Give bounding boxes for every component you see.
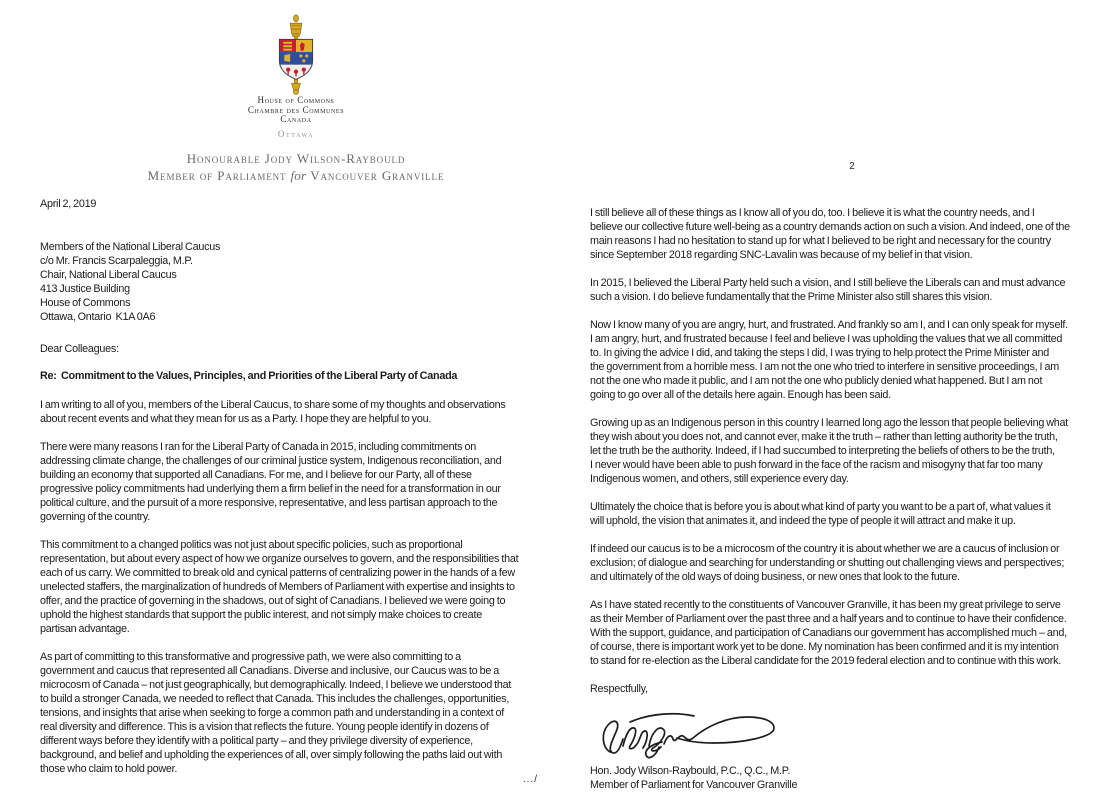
text-line: of course, there is important work yet to be done. My nomination has been confirmed and it is my intention — [590, 641, 1059, 653]
paragraph — [590, 598, 1114, 668]
text-line: representation, but about every aspect of how we organize ourselves to govern, and the responsibilities that — [40, 553, 519, 565]
text-line: Ottawa, Ontario K1A 0A6 — [40, 311, 156, 323]
letterhead-org-line-1: House of Commons — [257, 95, 335, 105]
text-line: progressive policy commitments had underlying them a firm belief in the need for a transformation in our — [40, 483, 501, 495]
member-title-prefix: Member of Parliament — [147, 167, 287, 183]
text-line: If indeed our caucus is to be a microcosm of the country it is about whether we are a caucus of inclusion or — [590, 543, 1060, 555]
text-line: such a vision. I do believe fundamentally that the Prime Minister also still shares this vision. — [590, 291, 993, 303]
letterhead-org-line-2: Chambre des Communes — [247, 104, 345, 115]
recipient-address-block — [40, 240, 220, 324]
text-line: the government from a horrible mess. I am not the one who tried to interfere in sensitive proceedings, I am — [590, 361, 1059, 373]
continuation-mark: .../ — [522, 774, 538, 785]
text-line: Chair, National Liberal Caucus — [40, 269, 177, 281]
text-line: exclusion; of dialogue and searching for understanding or shutting out challenging views and perspectives; — [590, 557, 1065, 569]
text-line: different ways before they identify with a political party – and they privilege diversity of experience, — [40, 735, 473, 747]
text-line: This commitment to a changed politics was not just about specific policies, such as proportional — [40, 539, 463, 551]
page1-body — [40, 398, 548, 790]
text-line: not the one who made it public, and I am not the one who publicly denied what happened. But I am not — [590, 375, 1043, 387]
letter-page-2 — [552, 0, 1114, 794]
text-line: building an economy that supported all Canadians. For me, and I believe for our Party, all of these — [40, 469, 472, 481]
signatory-title: Member of Parliament for Vancouver Granville — [590, 779, 798, 791]
paragraph — [590, 542, 1114, 584]
letter-date: April 2, 2019 — [40, 198, 97, 210]
text-line: those who claim to hold power. — [40, 763, 178, 775]
letterhead — [16, 14, 548, 184]
paragraph — [40, 650, 548, 776]
text-line: about recent events and what they mean for us as a Party. I hope they are helpful to you. — [40, 413, 432, 425]
text-line: Members of the National Liberal Caucus — [40, 241, 221, 253]
house-of-commons-crest-icon — [259, 14, 333, 96]
text-line: to build a stronger Canada, we needed to reflect that Canada. This includes the challenges, opportunities, — [40, 693, 510, 705]
text-line: background, and belief and upholding the experiences of all, over simply following the paths laid out with — [40, 749, 503, 761]
text-line: each of us carry. We committed to break old and cynical patterns of centralizing power in the hands of a few — [40, 567, 515, 579]
text-line: Ultimately the choice that is before you is about what kind of party you want to be a part of, what values it — [590, 501, 1051, 513]
text-line: With the support, guidance, and participation of Canadians our government has accomplished much – and, — [590, 627, 1067, 639]
text-line: I am writing to all of you, members of the Liberal Caucus, to share some of my thoughts and observations — [40, 399, 506, 411]
text-line: I never would have been able to push forward in the face of the racism and misogyny that far too many — [590, 459, 1043, 471]
text-line: Now I know many of you are angry, hurt, and frustrated. And frankly so am I, and I can only speak for myself. — [590, 319, 1068, 331]
text-line: as their Member of Parliament over the past three and a half years and to continue to have their confidence. — [590, 613, 1067, 625]
text-line: I still believe all of these things as I know all of you do, too. I believe it is what the country needs, and I — [590, 207, 1035, 219]
paragraph — [40, 440, 548, 524]
text-line: 413 Justice Building — [40, 283, 130, 295]
text-line: I am angry, hurt, and frustrated because I feel and believe I was upholding the values that we all committed — [590, 333, 1063, 345]
paragraph — [590, 206, 1114, 262]
page-number: 2 — [849, 161, 855, 172]
text-line: As part of committing to this transformative and progressive path, we were also committing to a — [40, 651, 461, 663]
member-title-riding: Vancouver Granville — [310, 167, 445, 183]
text-line: real diversity and difference. This is a vision that reflects the future. Young people identify in dozens of — [40, 721, 489, 733]
text-line: political culture, and the pursuit of a more responsive, representative, and less partisan approach to the — [40, 497, 498, 509]
closing: Respectfully, — [590, 683, 648, 695]
text-line: unelected staffers, the marginalization of hundreds of Members of Parliament with expertise and insights to — [40, 581, 515, 593]
text-line: they wish about you does not, and cannot ever, make it the truth – rather than letting authority be the truth, — [590, 431, 1058, 443]
text-line: will uphold, the vision that animates it, and indeed the type of people it will attract and make it up. — [590, 515, 1016, 527]
text-line: offer, and the practice of governing in the shadows, out of sight of Canadians. I believed we were going to — [40, 595, 506, 607]
paragraph — [590, 500, 1114, 528]
signature-block — [596, 700, 786, 767]
text-line: Growing up as an Indigenous person in this country I learned long ago the lesson that people believing what — [590, 417, 1069, 429]
letterhead-member-title — [16, 168, 548, 184]
text-line: tensions, and insights that arise when seeking to forge a common path and understanding in a context of — [40, 707, 505, 719]
text-line: Indigenous women, and others, still experience every day. — [590, 473, 849, 485]
member-title-for: for — [290, 167, 307, 183]
text-line: In 2015, I believed the Liberal Party held such a vision, and I still believe the Liberals can and must advance — [590, 277, 1066, 289]
text-line: going to go over all of the details here again. Enough has been said. — [590, 389, 891, 401]
text-line: There were many reasons I ran for the Liberal Party of Canada in 2015, including commitments on — [40, 441, 476, 453]
text-line: to. In giving the advice I did, and taking the steps I did, I was trying to help protect the Prime Minister and — [590, 347, 1049, 359]
paragraph — [590, 318, 1114, 402]
letterhead-org-line-3: Canada — [280, 114, 312, 124]
text-line: c/o Mr. Francis Scarpaleggia, M.P. — [40, 255, 193, 267]
page2-body — [590, 206, 1114, 682]
text-line: to stand for re-election as the Liberal candidate for the 2019 federal election and to continue with this work. — [590, 655, 1062, 667]
letter-page-1 — [0, 0, 548, 794]
text-line: partisan advantage. — [40, 623, 130, 635]
signature-icon — [596, 700, 786, 762]
paragraph — [590, 276, 1114, 304]
text-line: House of Commons — [40, 297, 131, 309]
letterhead-city: Ottawa — [277, 128, 315, 139]
text-line: government and caucus that represented all Canadians. Diverse and inclusive, our Caucus was to be a — [40, 665, 499, 677]
text-line: addressing climate change, the challenges of our criminal justice system, Indigenous reconciliation, and — [40, 455, 502, 467]
subject-line: Re: Commitment to the Values, Principles, and Priorities of the Liberal Party of Canada — [40, 370, 458, 382]
text-line: let the truth be the authority. Indeed, if I had succumbed to interpreting the beliefs of others to be the truth, — [590, 445, 1055, 457]
text-line: believe our collective future well-being as a country demands action on such a vision. And indeed, one of the — [590, 221, 1070, 233]
text-line: governing of the country. — [40, 511, 150, 523]
text-line: main reasons I had no hesitation to stand up for what I believed to be right and necessary for the country — [590, 235, 1051, 247]
paragraph — [590, 416, 1114, 486]
signatory-name: Hon. Jody Wilson-Raybould, P.C., Q.C., M.P. — [590, 765, 791, 777]
text-line: since September 2018 regarding SNC-Lavalin was because of my belief in that vision. — [590, 249, 973, 261]
text-line: microcosm of Canada – not just geographically, but demographically. Indeed, I believe we understood that — [40, 679, 512, 691]
letterhead-member-name: Honourable Jody Wilson-Raybould — [186, 150, 406, 166]
text-line: As I have stated recently to the constituents of Vancouver Granville, it has been my great privilege to serve — [590, 599, 1061, 611]
paragraph — [40, 538, 548, 636]
salutation: Dear Colleagues: — [40, 343, 119, 355]
text-line: uphold the highest standards that support the public interest, and not simply make choices to create — [40, 609, 482, 621]
paragraph — [40, 398, 548, 426]
text-line: and ultimately of the old ways of doing business, or new ones that look to the future. — [590, 571, 960, 583]
